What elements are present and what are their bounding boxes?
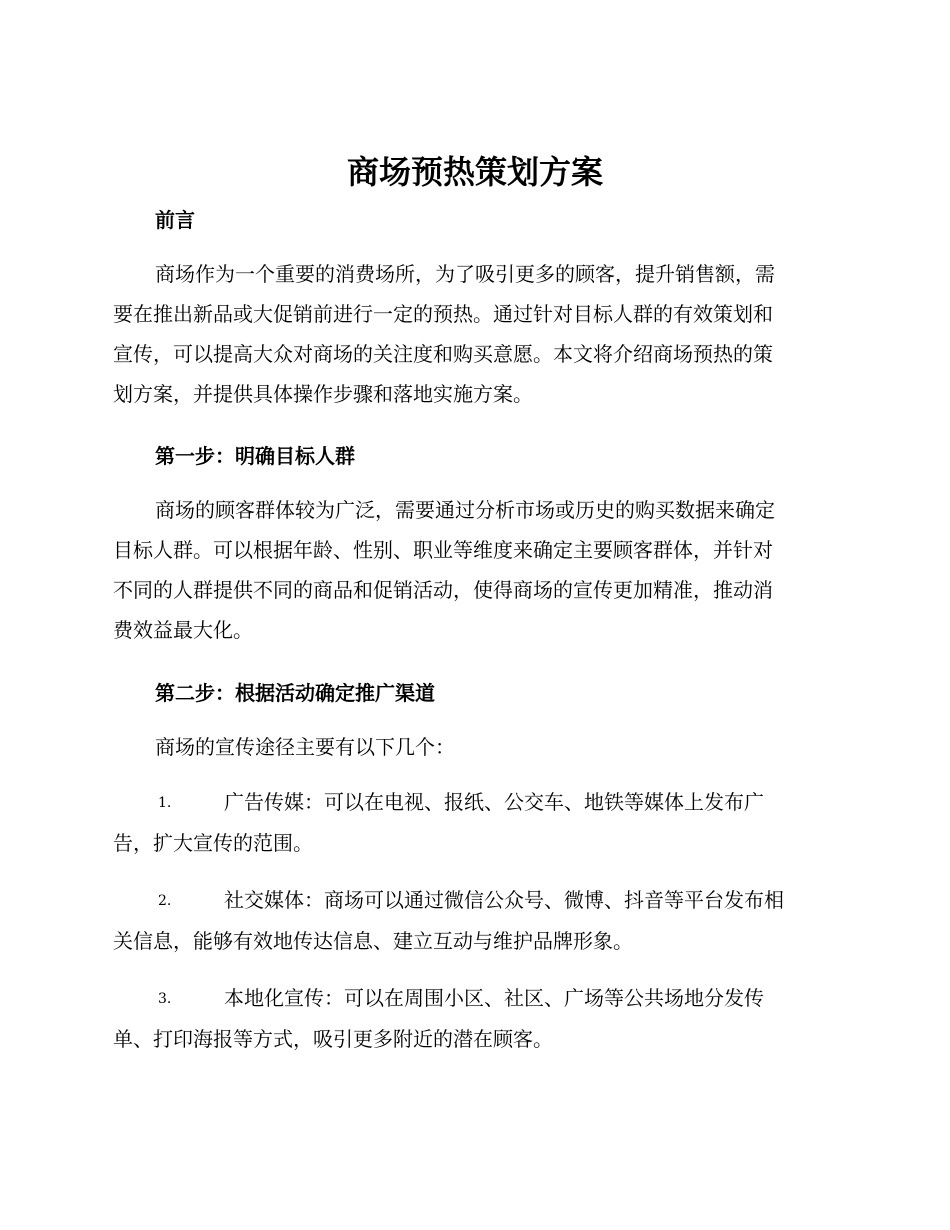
section-heading-step1: 第一步：明确目标人群 <box>155 444 355 468</box>
step2-intro <box>113 727 835 767</box>
list-item-number: 2. <box>158 893 172 909</box>
section-heading-preface: 前言 <box>155 208 195 232</box>
list-item-text: 告，扩大宣传的范围。 <box>113 831 313 855</box>
list-item-number: 1. <box>158 795 172 811</box>
paragraph-line: 要在推出新品或大促销前进行一定的预热。通过针对目标人群的有效策划和 <box>113 302 773 326</box>
paragraph-line: 目标人群。可以根据年龄、性别、职业等维度来确定主要顾客群体，并针对 <box>113 538 773 562</box>
paragraph-line: 费效益最大化。 <box>113 618 253 642</box>
list-item-number: 3. <box>158 991 172 1007</box>
list-item-text: 关信息，能够有效地传达信息、建立互动与维护品牌形象。 <box>113 929 633 953</box>
list-item <box>113 978 835 1059</box>
document-title: 商场预热策划方案 <box>346 153 603 191</box>
list-item <box>113 782 835 863</box>
list-item-text: 广告传媒：可以在电视、报纸、公交车、地铁等媒体上发布广 <box>224 790 764 814</box>
step1-paragraph <box>113 490 835 650</box>
section-heading-step2: 第二步：根据活动确定推广渠道 <box>155 681 435 705</box>
list-item-text: 单、打印海报等方式，吸引更多附近的潜在顾客。 <box>113 1027 553 1051</box>
list-item-text: 社交媒体：商场可以通过微信公众号、微博、抖音等平台发布相 <box>224 888 784 912</box>
preface-paragraph <box>113 254 835 414</box>
paragraph-line: 宣传，可以提高大众对商场的关注度和购买意愿。本文将介绍商场预热的策 <box>113 342 773 366</box>
paragraph-line: 商场的宣传途径主要有以下几个： <box>155 735 455 759</box>
paragraph-line: 商场的顾客群体较为广泛，需要通过分析市场或历史的购买数据来确定 <box>155 498 775 522</box>
paragraph-line: 不同的人群提供不同的商品和促销活动，使得商场的宣传更加精准，推动消 <box>113 578 773 602</box>
paragraph-line: 划方案，并提供具体操作步骤和落地实施方案。 <box>113 382 533 406</box>
list-item <box>113 880 835 961</box>
paragraph-line: 商场作为一个重要的消费场所，为了吸引更多的顾客，提升销售额，需 <box>155 262 775 286</box>
list-item-text: 本地化宣传：可以在周围小区、社区、广场等公共场地分发传 <box>224 986 764 1010</box>
